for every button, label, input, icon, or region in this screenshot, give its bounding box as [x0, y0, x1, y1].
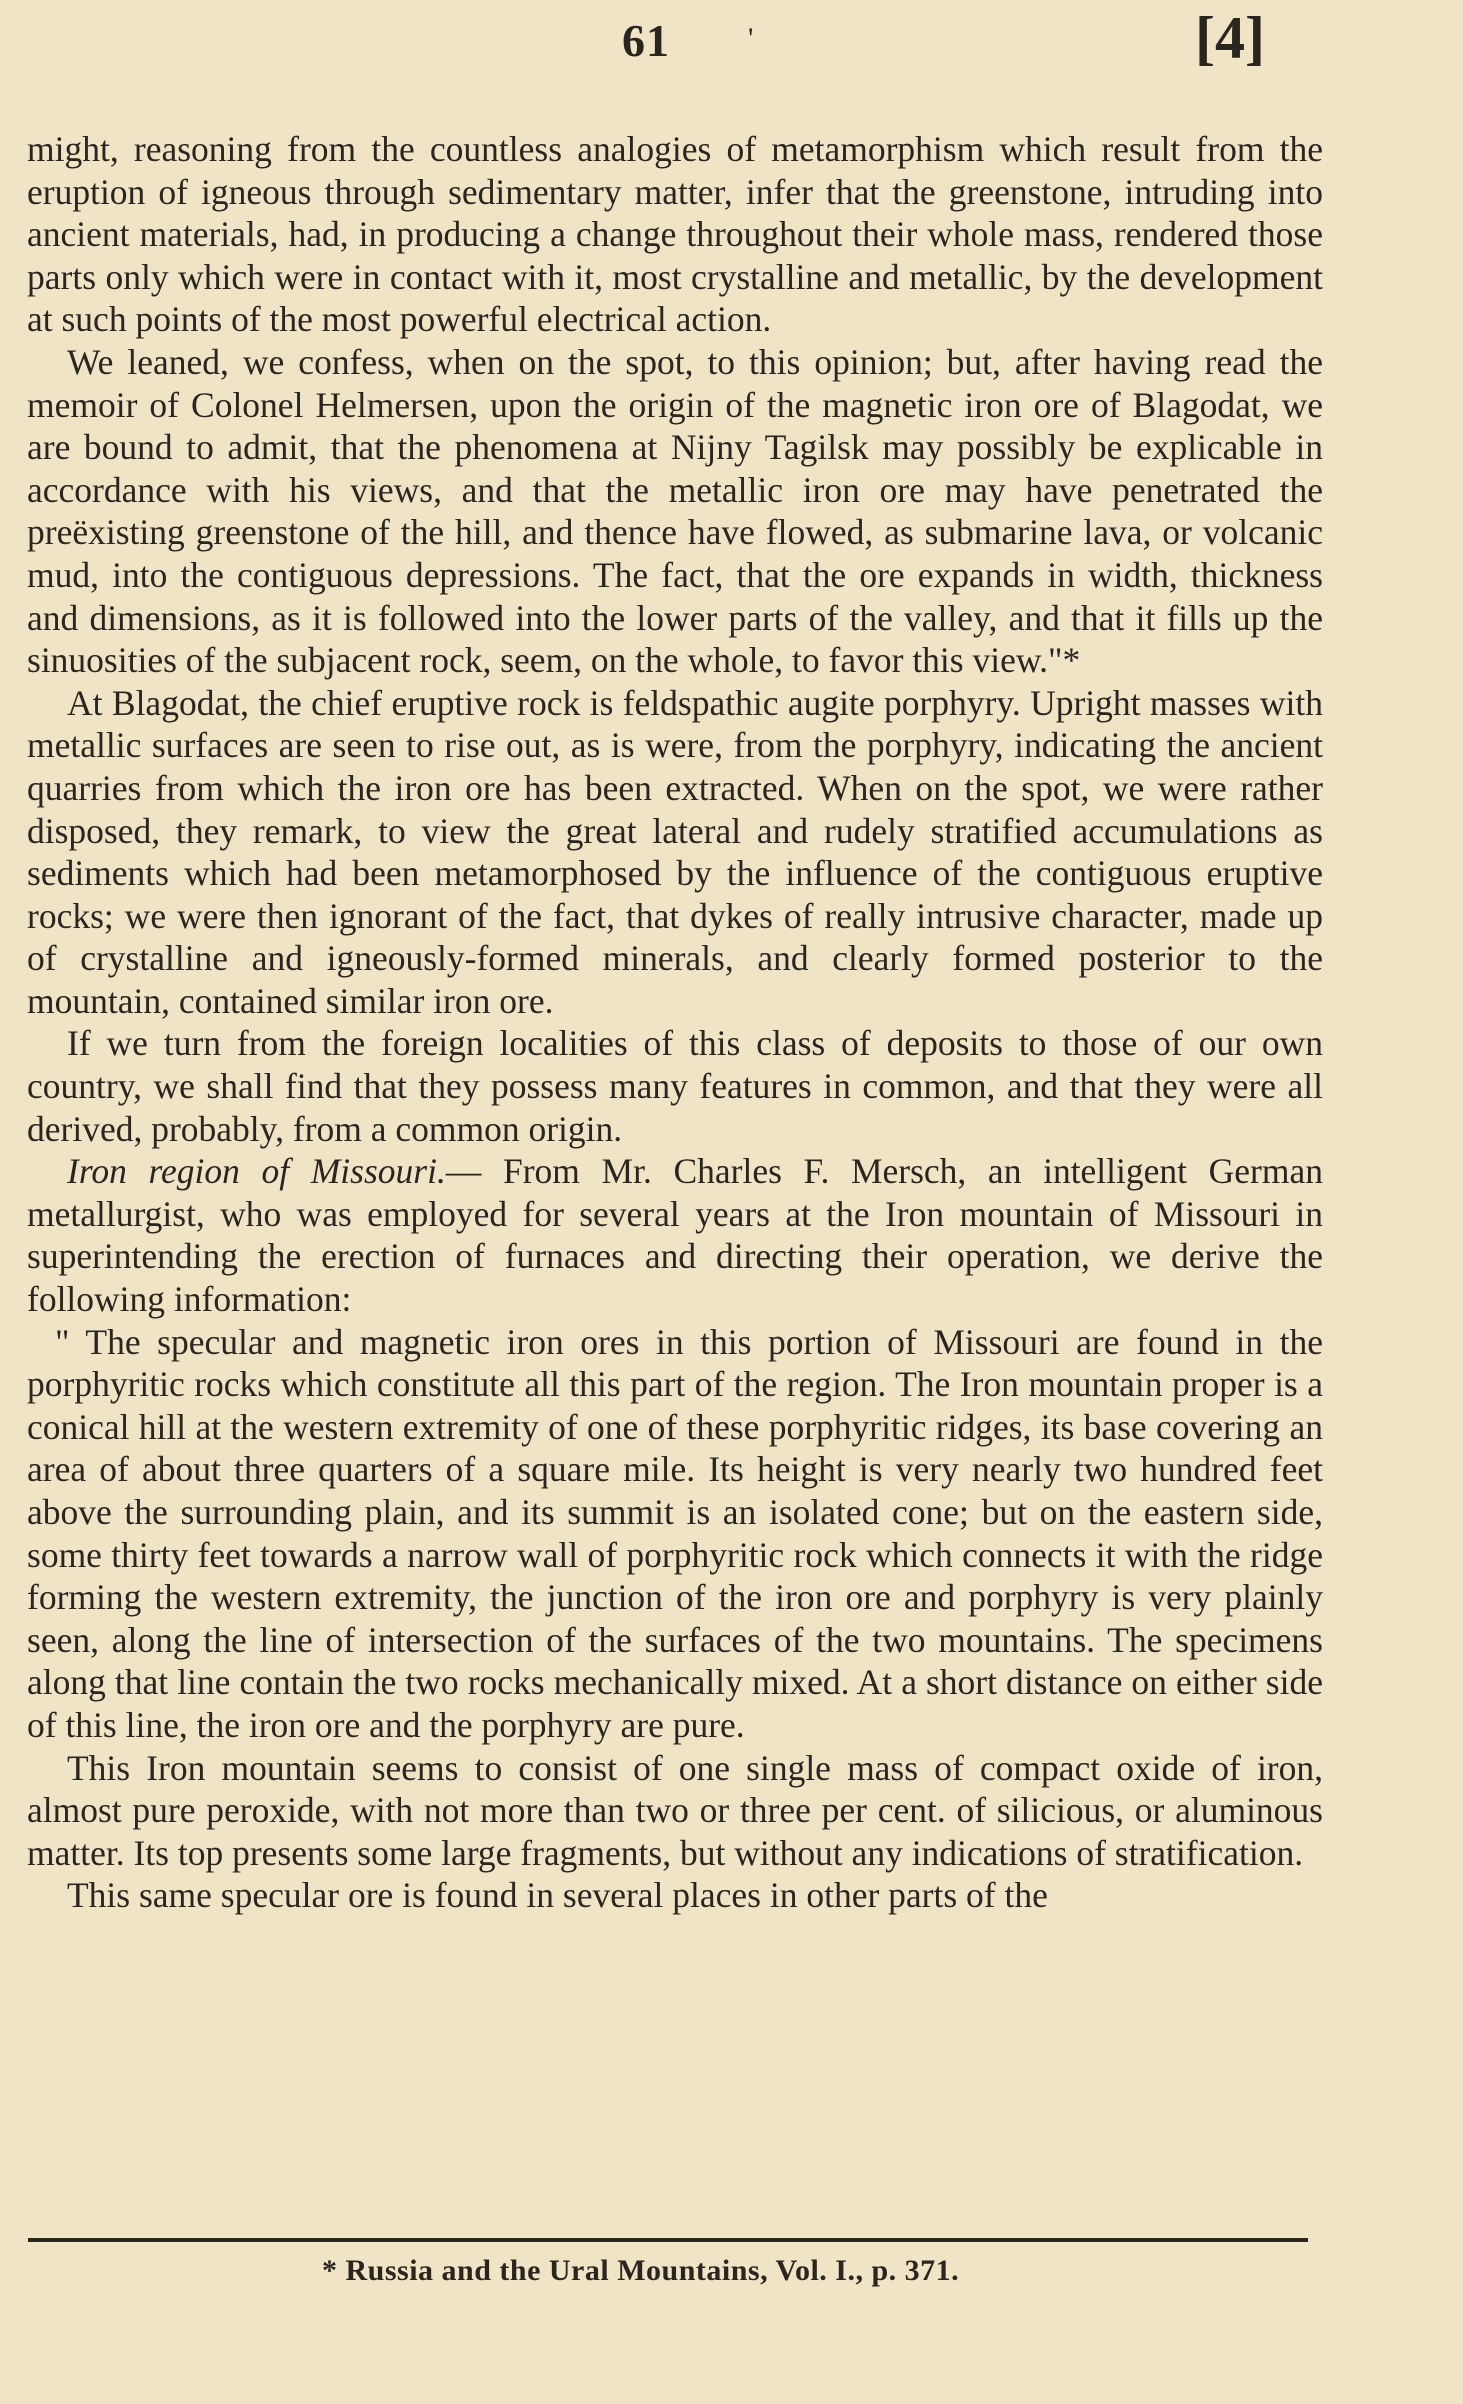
paragraph-5-text: — From Mr. Charles F. Mersch, an intelligent German metallurgist, who was employed for several years at the Iron mountain of Missouri in superintending the erection of furnaces and directing their operation, we derive the following information:	[27, 1151, 1323, 1320]
footnote: * Russia and the Ural Mountains, Vol. I., p. 371.	[322, 2254, 960, 2287]
paragraph-2: We leaned, we confess, when on the spot, to this opinion; but, after having read the memoir of Colonel Helmersen, upon the origin of the magnetic iron ore of Blagodat, we are bound to admit, that the phenomena at Nijny Tagilsk may possibly be explicable in accordance with his views, and that the metallic iron ore may have penetrated the preëxisting greenstone of the hill, and thence have flowed, as submarine lava, or volcanic mud, into the contiguous depressions. The fact, that the ore expands in width, thickness and dimensions, as it is followed into the lower parts of the valley, and that it fills up the sinuosities of the subjacent rock, seem, on the whole, to favor this view."*	[27, 341, 1323, 681]
paragraph-4: If we turn from the foreign localities of this class of deposits to those of our own country, we shall find that they possess many features in common, and that they were all derived, probably, from a common origin.	[27, 1023, 1323, 1149]
body-text	[27, 128, 1323, 1917]
paragraph-6: " The specular and magnetic iron ores in this portion of Missouri are found in the porphyritic rocks which constitute all this part of the region. The Iron mountain proper is a conical hill at the western extremity of one of these porphyritic ridges, its base covering an area of about three quarters of a square mile. Its height is very nearly two hundred feet above the surrounding plain, and its summit is an isolated cone; but on the eastern side, some thirty feet towards a narrow wall of porphyritic rock which connects it with the ridge forming the western extremity, the junction of the iron ore and porphyry is very plainly seen, along the line of intersection of the surfaces of the two mountains. The specimens along that line contain the two rocks mechanically mixed. At a short distance on either side of this line, the iron ore and the porphyry are pure.	[27, 1321, 1323, 1745]
footnote-rule	[28, 2238, 1308, 2242]
page-header	[0, 0, 1463, 100]
paragraph-8: This same specular ore is found in several places in other parts of the	[67, 1875, 1048, 1916]
signature-mark: [4]	[1195, 5, 1265, 71]
paragraph-7: This Iron mountain seems to consist of one single mass of compact oxide of iron, almost pure peroxide, with not more than two or three per cent. of silicious, or aluminous matter. Its top presents some large fragments, but without any indications of stratification.	[27, 1747, 1323, 1873]
page-number: 61	[622, 15, 670, 66]
header-mark: '	[748, 22, 754, 55]
paragraph-3: At Blagodat, the chief eruptive rock is feldspathic augite porphyry. Upright masses with metallic surfaces are seen to rise out, as is were, from the porphyry, indicating the ancient quarries from which the iron ore has been extracted. When on the spot, we were rather disposed, they remark, to view the great lateral and rudely stratified accumulations as sediments which had been metamorphosed by the influence of the contiguous eruptive rocks; we were then ignorant of the fact, that dykes of really intrusive character, made up of crystalline and igneously-formed minerals, and clearly formed posterior to the mountain, contained similar iron ore.	[27, 682, 1323, 1021]
paragraph-1: might, reasoning from the countless analogies of metamorphism which result from the eruption of igneous through sedimentary matter, infer that the greenstone, intruding into ancient materials, had, in producing a change throughout their whole mass, rendered those parts only which were in contact with it, most crystalline and metallic, by the development at such points of the most powerful electrical action.	[27, 129, 1323, 340]
section-lead: Iron region of Missouri.	[67, 1151, 446, 1192]
paragraph-5	[27, 1150, 1323, 1320]
